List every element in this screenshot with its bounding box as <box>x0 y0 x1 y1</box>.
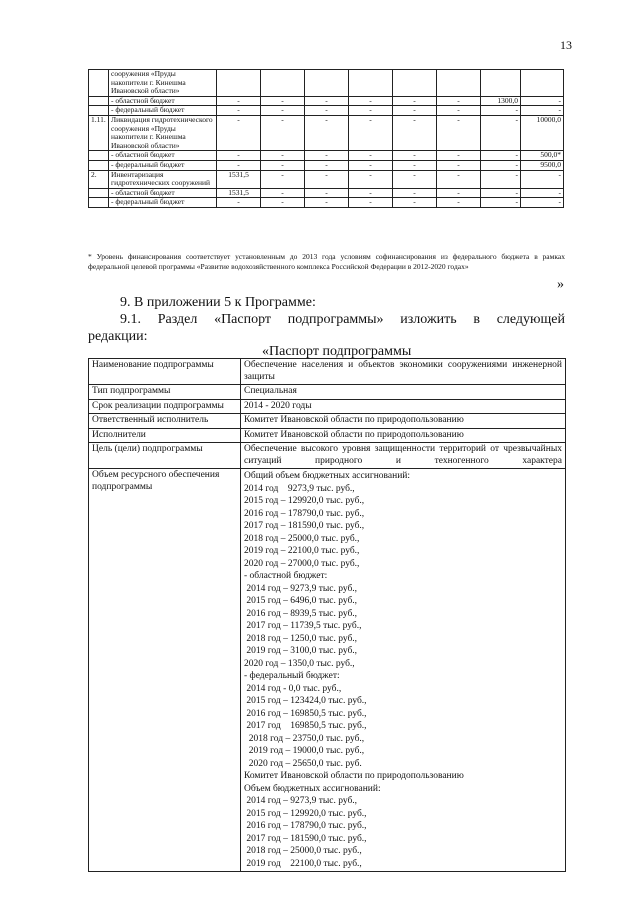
funding-table-row <box>89 198 564 208</box>
row-cell: - <box>261 188 305 198</box>
row-cell: - <box>261 198 305 208</box>
row-cell <box>305 70 349 97</box>
row-cell: - <box>521 198 564 208</box>
row-cell: - <box>393 106 437 116</box>
row-cell: - <box>393 198 437 208</box>
funding-line: 2016 год – 178790,0 тыс. руб., <box>244 508 365 519</box>
funding-line: 2019 год – 22100,0 тыс. руб., <box>244 546 360 556</box>
row-cell <box>481 70 521 97</box>
funding-line: 2018 год – 25000,0 тыс. руб., <box>244 533 360 544</box>
row-cell: - <box>481 170 521 188</box>
item-9-1-line1: 9.1. Раздел «Паспорт подпрограммы» изложить в следующей <box>120 312 565 327</box>
row-cell: - <box>305 96 349 106</box>
row-cell: - <box>521 106 564 116</box>
row-cell: - <box>521 170 564 188</box>
row-cell: - <box>437 198 481 208</box>
row-number <box>89 106 109 116</box>
row-cell: - <box>349 198 393 208</box>
row-cell: - <box>305 106 349 116</box>
funding-line: Объем бюджетных ассигнований: <box>244 783 381 794</box>
row-cell: - <box>521 96 564 106</box>
row-number <box>89 151 109 161</box>
funding-table-row <box>89 151 564 161</box>
row-cell: - <box>305 115 349 150</box>
row-cell: - <box>393 151 437 161</box>
passport-label: Наименование подпрограммы <box>89 359 241 385</box>
row-cell: - <box>217 96 261 106</box>
row-cell <box>261 70 305 97</box>
passport-label: Тип подпрограммы <box>89 385 241 400</box>
funding-line: 2014 год - 0,0 тыс. руб., <box>244 683 342 694</box>
item-9-1-line2: редакции: <box>88 329 148 344</box>
passport-label: Срок реализации подпрограммы <box>89 399 241 414</box>
row-cell: 10000,0 <box>521 115 564 150</box>
row-cell: - <box>261 160 305 170</box>
funding-line: 2020 год – 25650,0 тыс. руб. <box>244 758 362 769</box>
row-cell: - <box>437 115 481 150</box>
row-cell: - <box>217 106 261 116</box>
row-cell: - <box>349 188 393 198</box>
row-cell: - <box>305 188 349 198</box>
row-cell: - <box>217 198 261 208</box>
funding-line: Общий объем бюджетных ассигнований: <box>244 471 411 481</box>
row-number <box>89 198 109 208</box>
row-cell: - <box>349 96 393 106</box>
passport-value: Обеспечение населения и объектов экономики сооружениями инженерной защиты <box>241 359 566 385</box>
funding-table-row <box>89 70 564 97</box>
row-cell: - <box>261 106 305 116</box>
row-cell <box>393 70 437 97</box>
row-cell: - <box>349 106 393 116</box>
passport-row <box>89 428 566 443</box>
funding-line: 2014 год – 9273,9 тыс. руб., <box>244 583 358 594</box>
item-9-heading: 9. В приложении 5 к Программе: <box>120 295 316 310</box>
row-cell: - <box>481 151 521 161</box>
row-number <box>89 160 109 170</box>
row-number <box>89 70 109 97</box>
funding-label: Объем ресурсного обеспечения подпрограммы <box>89 469 241 872</box>
row-number: 2. <box>89 170 109 188</box>
funding-line: 2015 год – 129920,0 тыс. руб., <box>244 808 367 819</box>
passport-table <box>88 358 566 872</box>
row-cell <box>217 70 261 97</box>
funding-table-row <box>89 160 564 170</box>
row-cell: 1300,0 <box>481 96 521 106</box>
passport-value: Комитет Ивановской области по природопользованию <box>241 414 566 429</box>
funding-table-row <box>89 106 564 116</box>
row-cell: - <box>437 96 481 106</box>
row-name: - федеральный бюджет <box>109 198 217 208</box>
funding-line: 2014 год – 9273,9 тыс. руб., <box>244 796 358 806</box>
passport-row <box>89 359 566 385</box>
funding-line: 2014 год 9273,9 тыс. руб., <box>244 483 355 494</box>
row-number <box>89 188 109 198</box>
row-number: 1.11. <box>89 115 109 150</box>
row-cell <box>521 70 564 97</box>
row-cell <box>349 70 393 97</box>
row-name: - областной бюджет <box>109 96 217 106</box>
row-name: сооружения «Пруды накопители г. Кинешма Ивановской области» <box>109 70 217 97</box>
row-cell: - <box>481 115 521 150</box>
row-cell: 500,0* <box>521 151 564 161</box>
passport-row <box>89 443 566 469</box>
row-name: - федеральный бюджет <box>109 160 217 170</box>
row-cell: - <box>349 151 393 161</box>
funding-line: 2018 год – 25000,0 тыс. руб., <box>244 846 362 856</box>
row-cell: - <box>393 170 437 188</box>
passport-label: Ответственный исполнитель <box>89 414 241 429</box>
passport-label: Цель (цели) подпрограммы <box>89 443 241 469</box>
funding-line: 2019 год – 19000,0 тыс. руб., <box>244 746 365 756</box>
funding-line: 2017 год – 181590,0 тыс. руб., <box>244 833 367 844</box>
funding-line: 2017 год – 11739,5 тыс. руб., <box>244 621 362 631</box>
row-cell: - <box>217 160 261 170</box>
funding-line: 2018 год – 1250,0 тыс. руб., <box>244 633 358 644</box>
funding-line: 2020 год – 27000,0 тыс. руб., <box>244 558 360 569</box>
passport-value: Комитет Ивановской области по природопользованию <box>241 428 566 443</box>
passport-value: 2014 - 2020 годы <box>241 399 566 414</box>
funding-line: 2015 год – 6496,0 тыс. руб., <box>244 596 358 606</box>
row-cell: - <box>349 160 393 170</box>
row-cell: - <box>437 188 481 198</box>
row-cell: - <box>305 198 349 208</box>
row-name: Ликвидация гидротехнического сооружения «Пруды накопители г. Кинешма Ивановской области» <box>109 115 217 150</box>
funding-table-row <box>89 170 564 188</box>
row-cell: - <box>261 115 305 150</box>
row-name: - областной бюджет <box>109 151 217 161</box>
funding-table <box>88 69 564 208</box>
funding-line: - федеральный бюджет: <box>244 671 340 681</box>
row-name: - областной бюджет <box>109 188 217 198</box>
funding-table-row <box>89 115 564 150</box>
row-cell: - <box>261 151 305 161</box>
row-cell: - <box>393 115 437 150</box>
row-cell: - <box>437 151 481 161</box>
table-footnote: * Уровень финансирования соответствует установленным до 2013 года условиям софинансирования из федерального бюджета в рамках федеральной целевой программы «Развитие водохозяйственного комплекса Российской Федерации в 2012-2020 годах» <box>88 252 565 271</box>
passport-row <box>89 414 566 429</box>
passport-row <box>89 385 566 400</box>
row-cell: - <box>481 160 521 170</box>
row-cell: - <box>521 188 564 198</box>
funding-line: 2017 год 169850,5 тыс. руб., <box>244 721 367 731</box>
row-name: Инвентаризация гидротехнических сооружений <box>109 170 217 188</box>
row-cell: - <box>261 96 305 106</box>
funding-line: Комитет Ивановской области по природопользованию <box>244 771 464 781</box>
row-cell: - <box>437 170 481 188</box>
row-cell: - <box>393 96 437 106</box>
funding-line: 2019 год – 3100,0 тыс. руб., <box>244 646 358 656</box>
row-cell: - <box>481 188 521 198</box>
closing-quote: » <box>557 277 564 292</box>
row-cell: 9500,0 <box>521 160 564 170</box>
row-cell: - <box>305 151 349 161</box>
passport-value: Специальная <box>241 385 566 400</box>
row-cell: - <box>437 106 481 116</box>
row-cell: - <box>305 170 349 188</box>
row-cell: - <box>261 170 305 188</box>
row-cell: - <box>349 170 393 188</box>
funding-line: 2015 год – 123424,0 тыс. руб., <box>244 696 367 706</box>
row-cell: 1531,5 <box>217 170 261 188</box>
funding-table-row <box>89 188 564 198</box>
funding-line: 2017 год – 181590,0 тыс. руб., <box>244 521 365 531</box>
row-number <box>89 96 109 106</box>
passport-value: Обеспечение высокого уровня защищенности территорий от чрезвычайных ситуаций природного и техногенного характера <box>241 443 566 469</box>
row-cell: - <box>437 160 481 170</box>
passport-row-funding <box>89 469 566 872</box>
funding-table-row <box>89 96 564 106</box>
row-cell: - <box>481 198 521 208</box>
row-cell: - <box>481 106 521 116</box>
funding-line: 2016 год – 169850,5 тыс. руб., <box>244 708 367 719</box>
row-cell: - <box>305 160 349 170</box>
row-name: - федеральный бюджет <box>109 106 217 116</box>
row-cell: - <box>217 115 261 150</box>
funding-line: - областной бюджет: <box>244 571 328 581</box>
row-cell: - <box>349 115 393 150</box>
row-cell: 1531,5 <box>217 188 261 198</box>
funding-line: 2015 год – 129920,0 тыс. руб., <box>244 496 365 506</box>
passport-label: Исполнители <box>89 428 241 443</box>
passport-row <box>89 399 566 414</box>
funding-line: 2020 год – 1350,0 тыс. руб., <box>244 658 355 669</box>
row-cell: - <box>217 151 261 161</box>
funding-value <box>241 469 566 872</box>
funding-line: 2018 год – 23750,0 тыс. руб., <box>244 733 365 744</box>
funding-line: 2016 год – 178790,0 тыс. руб., <box>244 821 367 831</box>
page-number: 13 <box>560 38 572 52</box>
row-cell: - <box>393 160 437 170</box>
funding-line: 2016 год – 8939,5 тыс. руб., <box>244 608 358 619</box>
row-cell <box>437 70 481 97</box>
row-cell: - <box>393 188 437 198</box>
passport-title: «Паспорт подпрограммы <box>262 344 412 359</box>
funding-line: 2019 год 22100,0 тыс. руб., <box>244 858 362 869</box>
